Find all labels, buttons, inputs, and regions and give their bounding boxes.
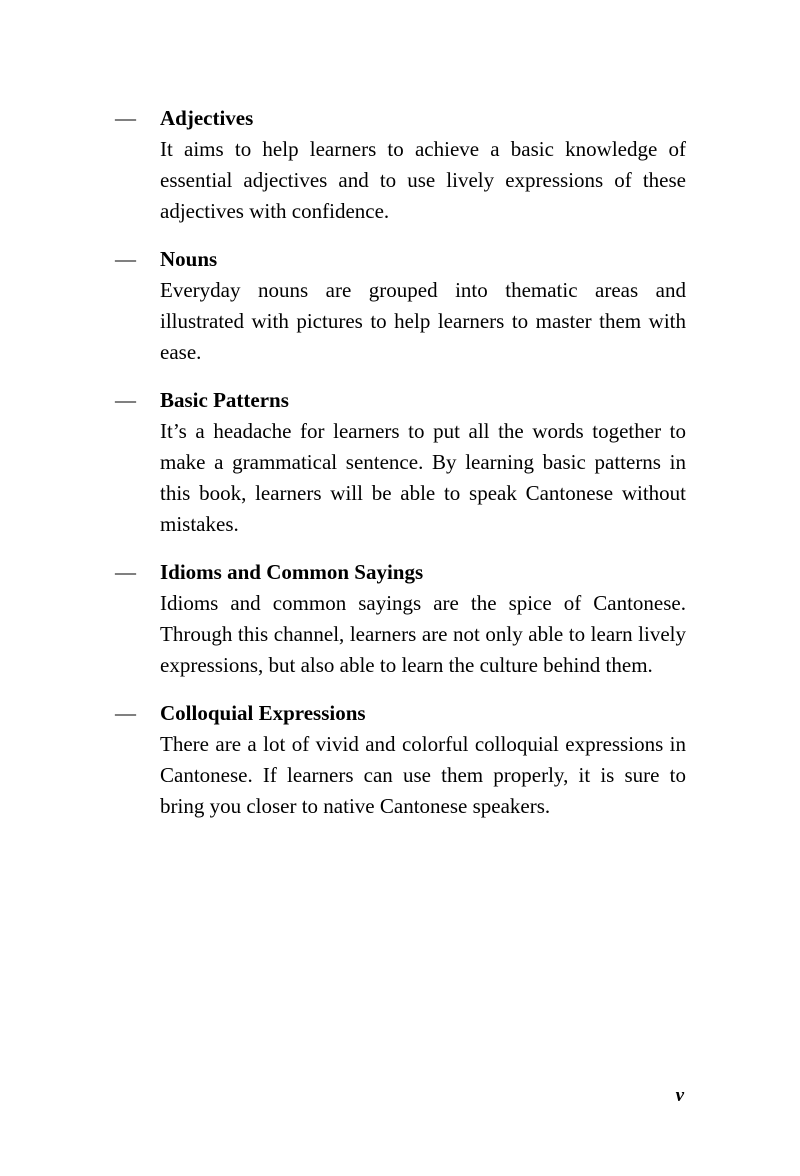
section-body: It’s a headache for learners to put all the words together to make a grammatical sentence. By learning basic patterns in this book, learners will be able to speak Cantonese without mistakes.	[160, 419, 686, 536]
section-content	[160, 385, 686, 540]
section-basic-patterns	[115, 385, 686, 540]
section-colloquial-expressions	[115, 698, 686, 822]
section-body: It aims to help learners to achieve a basic knowledge of essential adjectives and to use lively expressions of these adjectives with confidence.	[160, 137, 686, 223]
section-content	[160, 698, 686, 822]
section-title: Adjectives	[160, 106, 254, 130]
section-nouns	[115, 244, 686, 368]
dash-bullet: —	[115, 560, 136, 584]
section-content	[160, 244, 686, 368]
dash-bullet: —	[115, 247, 136, 271]
section-content	[160, 103, 686, 227]
section-body: Idioms and common sayings are the spice of Cantonese. Through this channel, learners are not only able to learn lively expressions, but also able to learn the culture behind them.	[160, 591, 686, 677]
section-title: Basic Patterns	[160, 388, 289, 412]
dash-bullet: —	[115, 388, 136, 412]
page-number: v	[675, 1085, 684, 1106]
section-title: Idioms and Common Sayings	[160, 560, 424, 584]
section-idioms-and-common-sayings	[115, 557, 686, 681]
book-page-content	[115, 103, 686, 839]
section-body: There are a lot of vivid and colorful colloquial expressions in Cantonese. If learners can use them properly, it is sure to bring you closer to native Cantonese speakers.	[160, 732, 686, 818]
section-title: Colloquial Expressions	[160, 701, 366, 725]
section-body: Everyday nouns are grouped into thematic areas and illustrated with pictures to help learners to master them with ease.	[160, 278, 686, 364]
section-content	[160, 557, 686, 681]
section-title: Nouns	[160, 247, 218, 271]
dash-bullet: —	[115, 106, 136, 130]
dash-bullet: —	[115, 701, 136, 725]
section-adjectives	[115, 103, 686, 227]
